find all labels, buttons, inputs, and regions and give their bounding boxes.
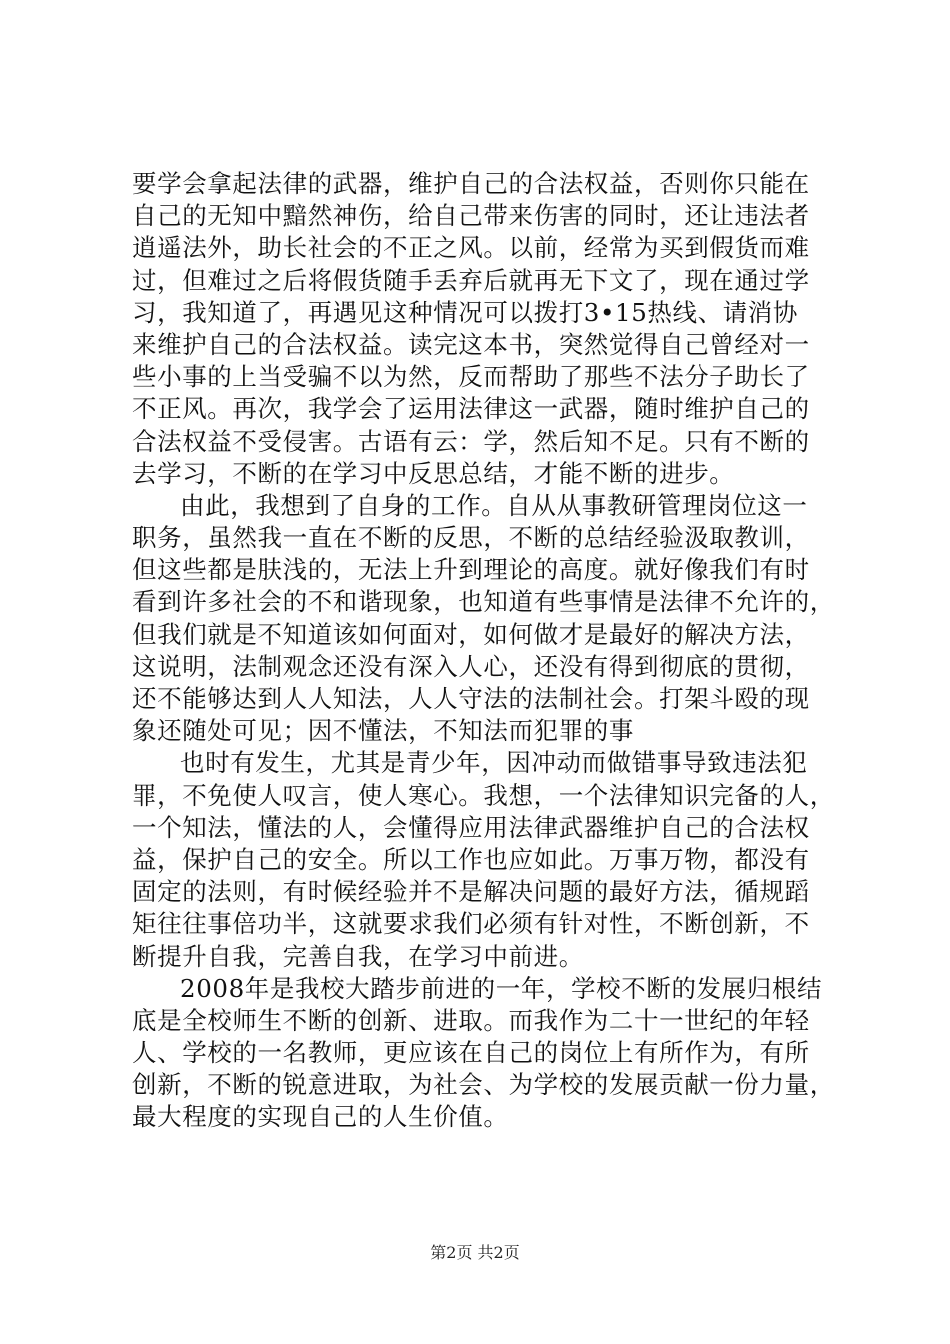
text-line: 过，但难过之后将假货随手丢弃后就再无下文了，现在通过学: [132, 265, 810, 295]
text-line: 底是全校师生不断的创新、进取。而我作为二十一世纪的年轻: [132, 1005, 810, 1035]
paragraph-start-line: 2008年是我校大踏步前进的一年，学校不断的发展归根结: [180, 973, 823, 1003]
text-line: 罪，不免使人叹言，使人寒心。我想，一个法律知识完备的人，: [132, 780, 835, 810]
paragraph-start-line: 由此，我想到了自身的工作。自从从事教研管理岗位这一: [180, 490, 808, 520]
text-line: 固定的法则，有时候经验并不是解决问题的最好方法，循规蹈: [132, 877, 810, 907]
text-line: 去学习，不断的在学习中反思总结，才能不断的进步。: [132, 458, 735, 488]
text-line: 职务，虽然我一直在不断的反思，不断的总结经验汲取教训，: [132, 523, 810, 553]
text-line: 这说明，法制观念还没有深入人心，还没有得到彻底的贯彻，: [132, 651, 810, 681]
text-line: 但这些都是肤浅的，无法上升到理论的高度。就好像我们有时: [132, 555, 810, 585]
text-line: 不正风。再次，我学会了运用法律这一武器，随时维护自己的: [132, 394, 810, 424]
text-line: 自己的无知中黯然神伤，给自己带来伤害的同时，还让违法者: [132, 201, 810, 231]
text-line: 看到许多社会的不和谐现象，也知道有些事情是法律不允许的，: [132, 587, 835, 617]
text-line: 创新，不断的锐意进取，为社会、为学校的发展贡献一份力量，: [132, 1070, 835, 1100]
text-line: 最大程度的实现自己的人生价值。: [132, 1102, 509, 1132]
text-line: 益，保护自己的安全。所以工作也应如此。万事万物，都没有: [132, 844, 810, 874]
page-number-footer: 第2页 共2页: [430, 1243, 520, 1262]
text-line: 断提升自我，完善自我，在学习中前进。: [132, 941, 584, 971]
text-line: 象还随处可见；因不懂法，不知法而犯罪的事: [132, 716, 634, 746]
text-line: 些小事的上当受骗不以为然，反而帮助了那些不法分子助长了: [132, 362, 810, 392]
text-line: 但我们就是不知道该如何面对，如何做才是最好的解决方法，: [132, 619, 810, 649]
document-body: [132, 168, 844, 1134]
text-line: 还不能够达到人人知法，人人守法的法制社会。打架斗殴的现: [132, 684, 810, 713]
text-line: 习，我知道了，再遇见这种情况可以拨打3•15热线、请消协: [132, 297, 799, 327]
text-line: 来维护自己的合法权益。读完这本书，突然觉得自己曾经对一: [132, 329, 810, 359]
text-line: 一个知法，懂法的人，会懂得应用法律武器维护自己的合法权: [132, 812, 810, 842]
text-line: 矩往往事倍功半，这就要求我们必须有针对性，不断创新，不: [132, 909, 810, 939]
text-line: 合法权益不受侵害。古语有云：学，然后知不足。只有不断的: [132, 426, 810, 456]
text-line: 要学会拿起法律的武器，维护自己的合法权益，否则你只能在: [132, 169, 810, 198]
text-line: 逍遥法外，助长社会的不正之风。以前，经常为买到假货而难: [132, 233, 810, 263]
paragraph-start-line: 也时有发生，尤其是青少年，因冲动而做错事导致违法犯: [180, 748, 808, 778]
text-line: 人、学校的一名教师，更应该在自己的岗位上有所作为，有所: [132, 1038, 810, 1068]
